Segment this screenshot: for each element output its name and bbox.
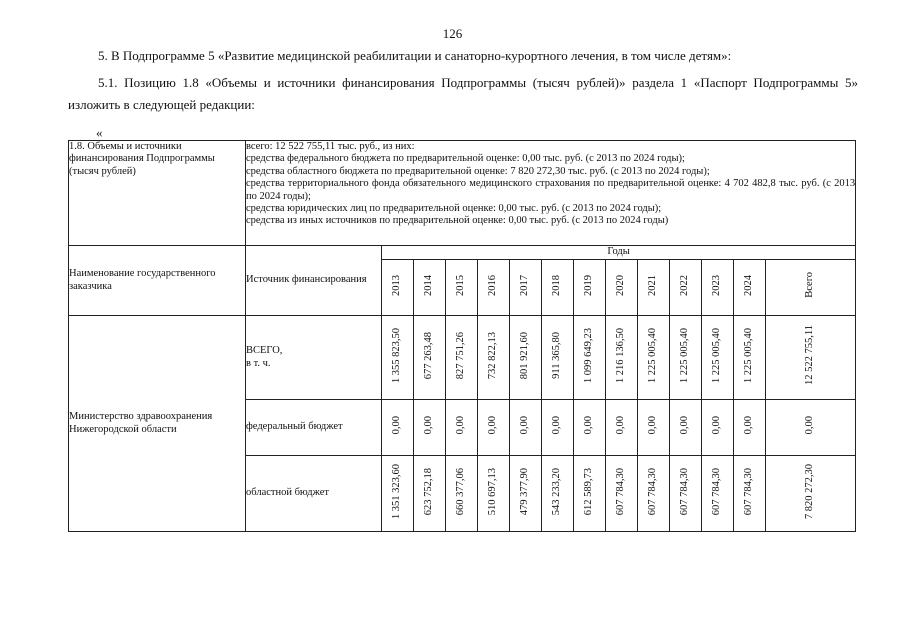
value-cell: 607 784,30: [638, 456, 670, 532]
value-cell: 607 784,30: [670, 456, 702, 532]
value-cell: 1 225 005,40: [702, 316, 734, 400]
year-header: 2015: [446, 260, 478, 316]
header-row-1: [69, 246, 856, 260]
total-cell: 7 820 272,30: [766, 456, 856, 532]
section-details: [246, 141, 856, 246]
paragraph-1: 5. В Подпрограмме 5 «Развитие медицинской реабилитации и санаторно-курортного лечения, в том числе детям»:: [98, 48, 732, 63]
paragraph-2: 5.1. Позицию 1.8 «Объемы и источники финансирования Подпрограммы (тысяч рублей)» раздела 1 «Паспорт Подпрограммы 5» изложить в следующей редакции:: [68, 75, 858, 112]
total-cell: 12 522 755,11: [766, 316, 856, 400]
value-cell: 0,00: [542, 400, 574, 456]
value-cell: 0,00: [382, 400, 414, 456]
section-line: всего: 12 522 755,11 тыс. руб., из них:: [246, 141, 415, 152]
value-cell: 623 752,18: [414, 456, 446, 532]
value-cell: 479 377,90: [510, 456, 542, 532]
source-label: областной бюджет: [246, 456, 382, 532]
value-cell: 0,00: [414, 400, 446, 456]
value-cell: 1 225 005,40: [638, 316, 670, 400]
value-cell: 607 784,30: [606, 456, 638, 532]
header-years: Годы: [382, 246, 856, 260]
year-header: 2020: [606, 260, 638, 316]
header-source: Источник финансирования: [246, 246, 382, 316]
value-cell: 0,00: [478, 400, 510, 456]
total-header: Всего: [766, 260, 856, 316]
year-header: 2023: [702, 260, 734, 316]
value-cell: 827 751,26: [446, 316, 478, 400]
value-cell: 732 822,13: [478, 316, 510, 400]
source-label: федеральный бюджет: [246, 400, 382, 456]
value-cell: 510 697,13: [478, 456, 510, 532]
section-label: 1.8. Объемы и источники финансирования Подпрограммы (тысяч рублей): [69, 141, 246, 246]
year-header: 2018: [542, 260, 574, 316]
total-cell: 0,00: [766, 400, 856, 456]
value-cell: 0,00: [446, 400, 478, 456]
year-header: 2013: [382, 260, 414, 316]
value-cell: 0,00: [574, 400, 606, 456]
year-header: 2019: [574, 260, 606, 316]
value-cell: 0,00: [702, 400, 734, 456]
section-line: средства федерального бюджета по предварительной оценке: 0,00 тыс. руб. (с 2013 по 2024 годы);: [246, 153, 685, 165]
value-cell: 1 225 005,40: [734, 316, 766, 400]
section-line: средства из иных источников по предварительной оценке: 0,00 тыс. руб. (с 2013 по 2024 годы): [246, 215, 669, 227]
value-cell: 0,00: [638, 400, 670, 456]
value-cell: 607 784,30: [702, 456, 734, 532]
value-cell: 543 233,20: [542, 456, 574, 532]
value-cell: 1 216 136,50: [606, 316, 638, 400]
value-cell: 0,00: [734, 400, 766, 456]
year-header: 2021: [638, 260, 670, 316]
section-line: средства областного бюджета по предварительной оценке: 7 820 272,30 тыс. руб. (с 2013 по 2024 годы);: [246, 165, 710, 177]
year-header: 2017: [510, 260, 542, 316]
header-customer: Наименование государственного заказчика: [69, 246, 246, 316]
source-label: ВСЕГО, в т. ч.: [246, 316, 382, 400]
value-cell: 1 351 323,60: [382, 456, 414, 532]
financing-table: [68, 140, 856, 532]
year-header: 2016: [478, 260, 510, 316]
value-cell: 1 099 649,23: [574, 316, 606, 400]
customer-name: Министерство здравоохранения Нижегородской области: [69, 316, 246, 532]
year-header: 2022: [670, 260, 702, 316]
value-cell: 612 589,73: [574, 456, 606, 532]
section-row: [69, 141, 856, 246]
value-cell: 801 921,60: [510, 316, 542, 400]
value-cell: 0,00: [510, 400, 542, 456]
year-header: 2014: [414, 260, 446, 316]
opening-quote: «: [96, 125, 103, 140]
value-cell: 677 263,48: [414, 316, 446, 400]
section-line: средства юридических лиц по предварительной оценке: 0,00 тыс. руб. (с 2013 по 2024 годы);: [246, 203, 662, 215]
value-cell: 0,00: [606, 400, 638, 456]
year-header: 2024: [734, 260, 766, 316]
value-cell: 1 225 005,40: [670, 316, 702, 400]
value-cell: 607 784,30: [734, 456, 766, 532]
value-cell: 1 355 823,50: [382, 316, 414, 400]
value-cell: 911 365,80: [542, 316, 574, 400]
value-cell: 660 377,06: [446, 456, 478, 532]
data-row-total: [69, 316, 856, 400]
page-number: 126: [442, 26, 463, 41]
value-cell: 0,00: [670, 400, 702, 456]
section-line: средства территориального фонда обязательного медицинского страхования по предварительной оценке: 4 702 482,8 тыс. руб. (с 2013 по 2024 годы);: [246, 178, 856, 202]
